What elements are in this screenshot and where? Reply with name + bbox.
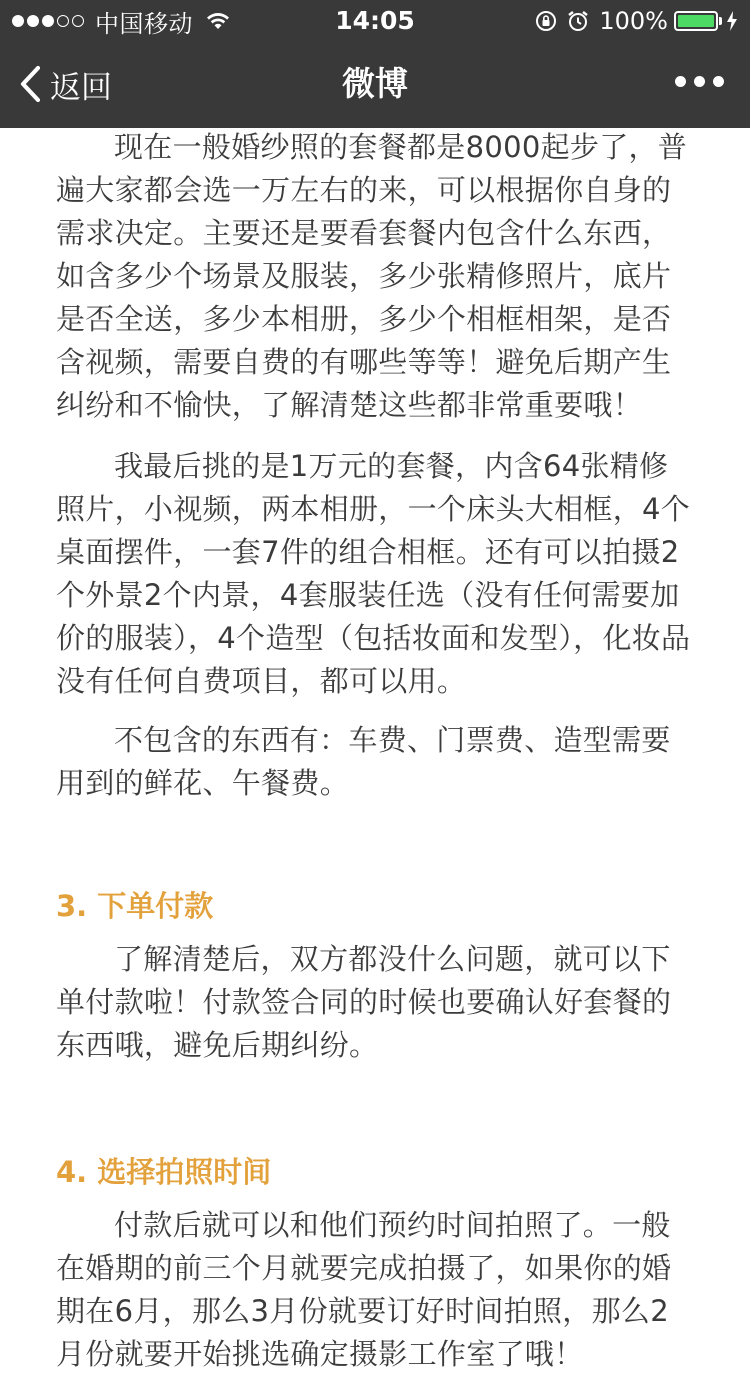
back-label: 返回 [50,69,112,106]
carrier-name: 中国移动 [95,9,193,38]
navigation-bar [0,40,750,128]
status-bar [0,0,750,40]
charging-bolt-icon [726,10,738,32]
more-dot [675,76,686,87]
more-dots-icon[interactable] [667,76,724,87]
article-paragraph: 不包含的东西有：车费、门票费、造型需要用到的鲜花、午餐费。 [56,723,671,800]
rotation-lock-icon [535,10,557,32]
more-dot [713,76,724,87]
section-heading: 4. 选择拍照时间 [56,1155,272,1189]
article-paragraph: 付款后就可以和他们预约时间拍照了。一般在婚期的前三个月就要完成拍摄了，如果你的婚期在6月，那么3月份就要订好时间拍照，那么2月份就要开始挑选确定摄影工作室了哦！ [56,1208,672,1371]
article-paragraph: 了解清楚后，双方都没什么问题，就可以下单付款啦！付款签合同的时候也要确认好套餐的东西哦，避免后期纠纷。 [56,942,672,1062]
status-time: 14:05 [335,6,415,35]
article-body [56,128,696,1376]
battery-cap [719,17,722,25]
status-bar-right [535,6,738,36]
app-header [0,0,750,128]
battery-percentage: 100% [599,7,668,35]
battery-icon [674,11,718,31]
article-paragraph: 现在一般婚纱照的套餐都是8000起步了，普遍大家都会选一万左右的来，可以根据你自身的需求决定。主要还是要看套餐内包含什么东西，如含多少个场景及服装，多少张精修照片，底片是否全送，多少本相册，多少个相框相架，是否含视频，需要自费的有哪些等等！避免后期产生纠纷和不愉快，了解清楚这些都非常重要哦！ [56,130,688,422]
section-heading: 3. 下单付款 [56,889,214,923]
alarm-icon [567,10,589,32]
article-paragraph: 我最后挑的是1万元的套餐，内含64张精修照片，小视频，两本相册，一个床头大相框，4个桌面摆件，一套7件的组合相框。还有可以拍摄2个外景2个内景，4套服装任选（没有任何需要加价的服装），4个造型（包括妆面和发型），化妆品没有任何自费项目，都可以用。 [56,449,691,698]
battery-level-fill [678,15,714,27]
more-dot [694,76,705,87]
page-title: 微博 [342,64,408,103]
